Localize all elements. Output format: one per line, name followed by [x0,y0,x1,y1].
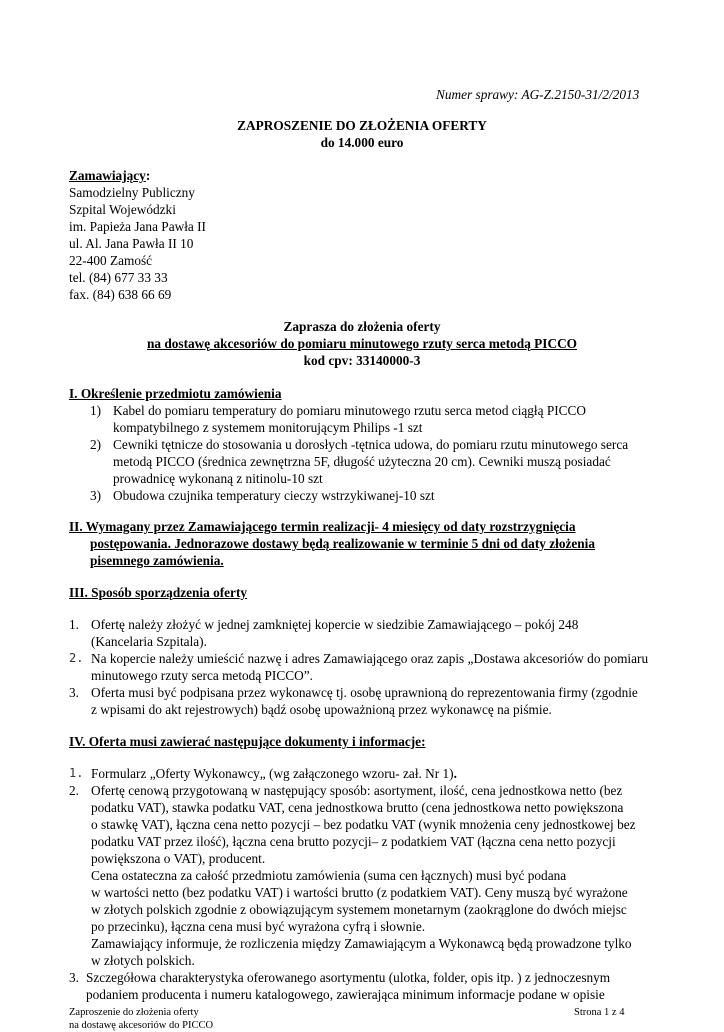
list-number: 3) [90,488,102,503]
orderer-line: tel. (84) 677 33 33 [69,270,168,285]
list-number: 2. [69,651,84,665]
orderer-line: im. Papieża Jana Pawła II [69,219,206,234]
list-item: w złotych polskich zgodnie z obowiązującym systemem monetarnym (zaokrąglone do dwóch miejsc [91,902,627,917]
page-number: Strona 1 z 4 [574,1007,625,1018]
list-item: Oferta musi być podpisana przez wykonawcę tj. osobę uprawnioną do reprezentowania firmy (zgodnie [91,685,638,700]
list-item: Obudowa czujnika temperatury cieczy wstrzykiwanej-10 szt [113,488,435,503]
list-item: Ofertę należy złożyć w jednej zamkniętej kopercie w siedzibie Zamawiającego – pokój 248 [91,617,579,632]
list-item: Kabel do pomiaru temperatury do pomiaru minutowego rzutu serca metod ciągłą PICCO [113,403,587,418]
orderer-line: ul. Al. Jana Pawła II 10 [69,236,194,251]
document-subtitle: do 14.000 euro [320,135,404,150]
footer-document-subject: na dostawę akcesoriów do PICCO [69,1020,214,1031]
list-number: 1. [69,617,79,632]
list-item: podatku VAT), stawka podatku VAT, cena jednostkowa brutto (cena jednostkowa netto powiększona [91,800,624,815]
section-2-heading: II. Wymagany przez Zamawiającego termin realizacji- 4 miesięcy od daty rozstrzygnięcia [69,519,576,534]
list-item: minutowego rzuty serca metodą PICCO”. [91,668,313,683]
list-item: podaniem producenta i numeru katalogowego, zawierająca minimum informacje podane w opisie [86,987,605,1002]
list-item: metodą PICCO (średnica zewnętrzna 5F, długość użyteczna 20 cm). Cewniki muszą posiadać [113,454,611,469]
invitation-line: Zaprasza do złożenia oferty [283,319,441,334]
orderer-heading: Zamawiający: [69,168,151,183]
list-item: (Kancelaria Szpitala). [91,634,207,649]
list-item: o stawkę VAT), łączna cena netto pozycji – bez podatku VAT (wynik mnożenia ceny jednostkowej bez [91,817,636,832]
document-title: ZAPROSZENIE DO ZŁOŻENIA OFERTY [237,118,487,133]
list-item: w złotych polskich. [91,953,195,968]
orderer-line: Samodzielny Publiczny [69,185,195,200]
list-number: 2. [69,783,79,798]
cpv-code: kod cpv: 33140000-3 [303,353,421,368]
orderer-line: Szpital Wojewódzki [69,202,176,217]
list-number: 2) [90,437,102,452]
orderer-line: 22-400 Zamość [69,253,153,268]
list-item: Zamawiający informuje, że rozliczenia między Zamawiającym a Wykonawcą będą prowadzone tylko [91,936,632,951]
list-item: Ofertę cenową przygotowaną w następujący sposób: asortyment, ilość, cena jednostkowa netto (bez [91,783,623,798]
list-item: Cena ostateczna za całość przedmiotu zamówienia (suma cen łącznych) musi być podana [91,868,567,883]
list-item: kompatybilnego z systemem monitorującym Philips -1 szt [113,420,423,435]
list-number: 1) [90,403,102,418]
list-item: Na kopercie należy umieścić nazwę i adres Zamawiającego oraz zapis „Dostawa akcesoriów do pomiaru [91,651,649,666]
list-number: 3. [69,970,79,985]
invitation-subject: na dostawę akcesoriów do pomiaru minutowego rzuty serca metodą PICCO [146,336,578,351]
case-number: Numer sprawy: AG-Z.2150-31/2/2013 [436,87,640,102]
list-item: podatku VAT przez ilość), łączna cena brutto pozycji– z podatkiem VAT (łączna cena netto pozycji [91,834,616,849]
section-3-heading: III. Sposób sporządzenia oferty [69,585,248,600]
list-item: Formularz „Oferty Wykonawcy„ (wg załączonego wzoru- zał. Nr 1). [91,766,457,781]
list-number: 3. [69,685,79,700]
orderer-line: fax. (84) 638 66 69 [69,287,172,302]
footer-document-title: Zaproszenie do złożenia oferty [69,1007,199,1018]
list-item: w wartości netto (bez podatku VAT) i wartości brutto (z podatkiem VAT). Ceny muszą być wyrażone [91,885,628,900]
list-item: Cewniki tętnicze do stosowania u dorosłych -tętnica udowa, do pomiaru rzutu minutowego serca [113,437,629,452]
list-item: Szczegółowa charakterystyka oferowanego asortymentu (ulotka, folder, opis itp. ) z jednoczesnym [86,970,611,985]
section-2-text: postępowania. Jednorazowe dostawy będą realizowanie w terminie 5 dni od daty złożenia [90,536,596,551]
section-2-text: pisemnego zamówienia. [90,553,224,568]
list-item: z wpisami do akt rejestrowych) bądź osobę upoważnioną przez wykonawcę na piśmie. [91,702,552,717]
list-item: po przecinku), łączna cena musi być wyrażona cyfrą i słownie. [91,919,426,934]
section-1-heading: I. Określenie przedmiotu zamówienia [69,386,282,401]
section-4-heading: IV. Oferta musi zawierać następujące dokumenty i informacje: [69,734,426,749]
list-number: 1. [69,766,84,780]
list-item: powiększona o VAT), producent. [91,851,266,866]
list-item: prowadnicę wykonaną z nitinolu-10 szt [113,471,323,486]
